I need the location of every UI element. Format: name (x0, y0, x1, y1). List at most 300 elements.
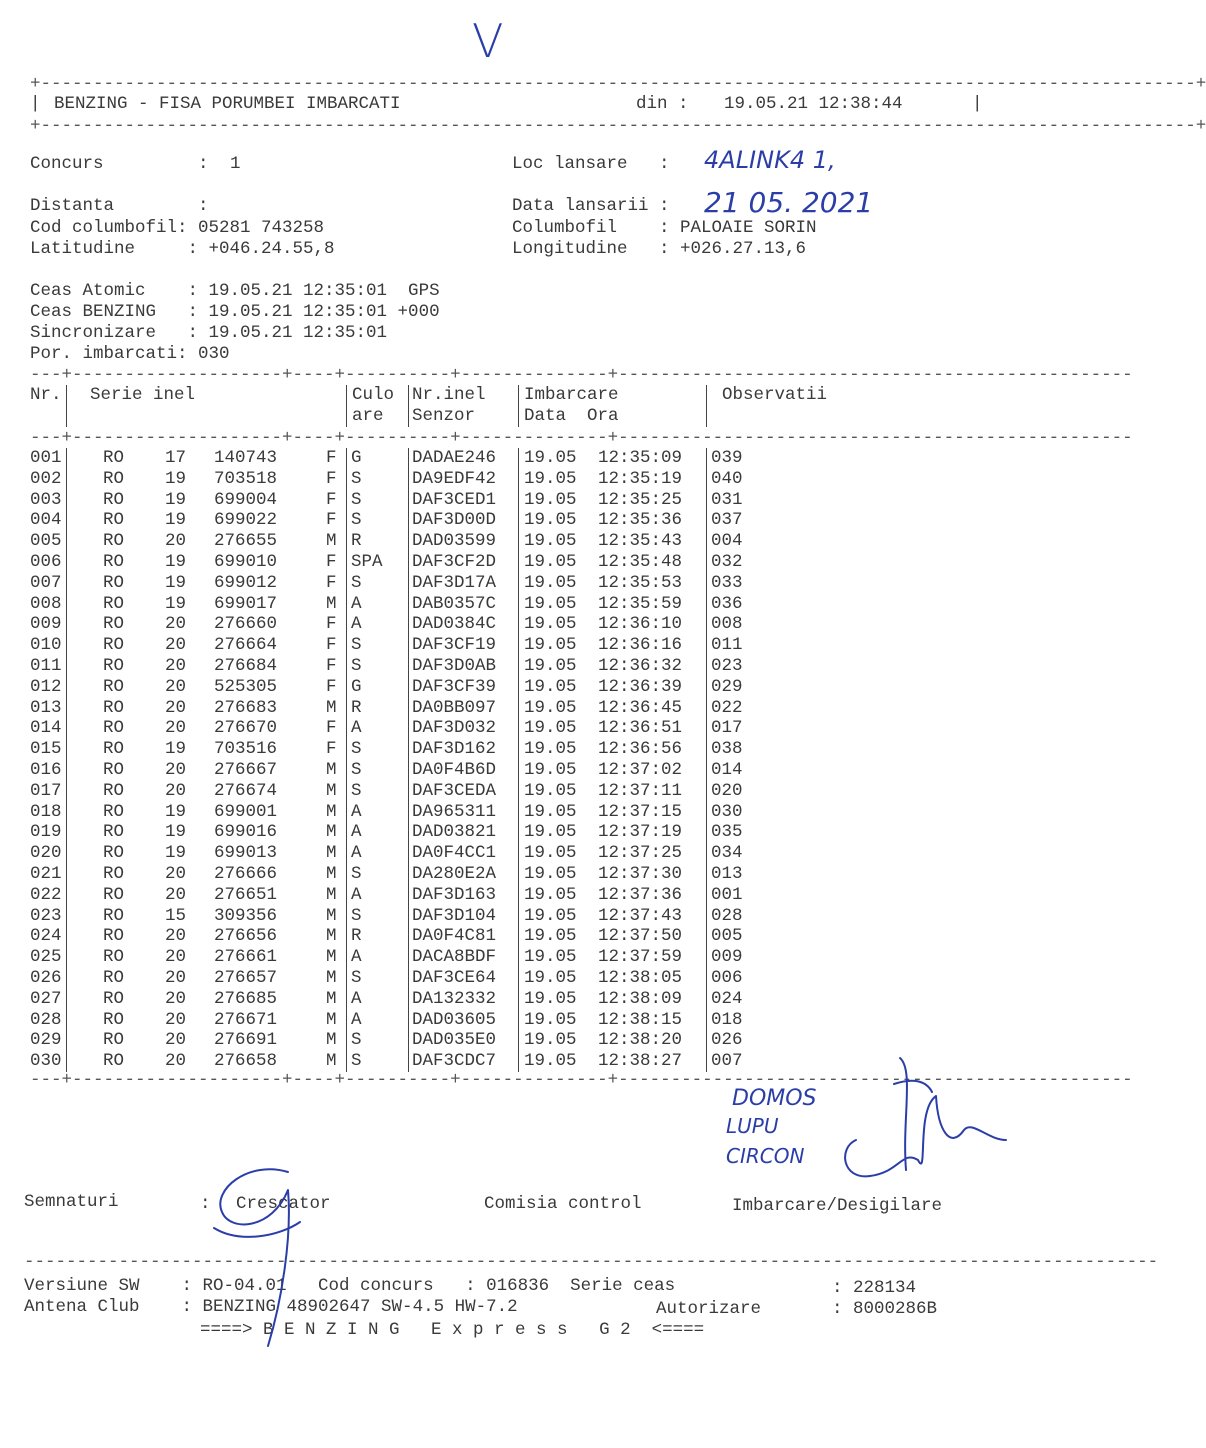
row-nr: 024 (30, 926, 62, 947)
row-date: 19.05 (524, 489, 577, 510)
row-nr: 021 (30, 863, 62, 884)
ceas-atomic: Ceas Atomic : 19.05.21 12:35:01 GPS (30, 281, 440, 301)
row-sex: M (326, 1030, 337, 1051)
row-date: 19.05 (524, 739, 577, 760)
row-observatii: 037 (711, 510, 743, 531)
row-date: 19.05 (524, 448, 577, 468)
row-color: S (351, 967, 362, 988)
row-country: RO (103, 739, 125, 760)
row-ring: 276684 (214, 655, 278, 676)
row-sensor: DAF3CEDA (412, 780, 497, 801)
row-color: A (351, 843, 362, 864)
row-sex: M (326, 531, 337, 552)
row-date: 19.05 (524, 1030, 577, 1051)
row-country: RO (103, 531, 125, 552)
concurs-label: Concurs : (30, 154, 209, 174)
row-color: S (351, 863, 362, 884)
col-header-imbarcare-1: Imbarcare (524, 385, 619, 405)
distanta-label: Distanta : (30, 196, 209, 216)
row-color: S (351, 572, 362, 593)
row-observatii: 030 (711, 801, 743, 822)
row-time: 12:35:19 (598, 468, 683, 489)
row-sex: F (326, 676, 337, 697)
imbarcare-desigilare-label: Imbarcare/Desigilare (732, 1196, 943, 1216)
row-date: 19.05 (524, 884, 577, 905)
row-sex: M (326, 697, 337, 718)
row-color: R (351, 697, 362, 718)
row-sex: F (326, 718, 337, 739)
row-time: 12:35:36 (598, 510, 683, 531)
row-country: RO (103, 510, 125, 531)
document-title: BENZING - FISA PORUMBEI IMBARCATI (54, 94, 401, 114)
row-date: 19.05 (524, 1051, 577, 1072)
row-sensor: DAF3CED1 (412, 489, 497, 510)
row-ring: 703518 (214, 468, 278, 489)
row-color: S (351, 635, 362, 656)
row-country: RO (103, 822, 125, 843)
row-date: 19.05 (524, 531, 577, 552)
row-date: 19.05 (524, 1009, 577, 1030)
row-observatii: 033 (711, 572, 743, 593)
row-year: 20 (165, 863, 187, 884)
row-country: RO (103, 1030, 125, 1051)
row-color: S (351, 905, 362, 926)
row-year: 20 (165, 780, 187, 801)
row-ring: 276691 (214, 1030, 278, 1051)
row-observatii: 006 (711, 967, 743, 988)
row-time: 12:35:25 (598, 489, 683, 510)
row-country: RO (103, 614, 125, 635)
row-country: RO (103, 780, 125, 801)
col-header-culoare-2: are (352, 406, 384, 426)
sincronizare: Sincronizare : 19.05.21 12:35:01 (30, 323, 388, 343)
concurs-value: 1 (230, 154, 241, 174)
row-sensor: DAD03605 (412, 1009, 497, 1030)
row-date: 19.05 (524, 718, 577, 739)
row-time: 12:37:25 (598, 843, 683, 864)
row-sensor: DAF3CDC7 (412, 1051, 497, 1072)
row-ring: 699022 (214, 510, 278, 531)
row-color: R (351, 531, 362, 552)
row-sex: M (326, 863, 337, 884)
row-time: 12:37:30 (598, 863, 683, 884)
row-time: 12:36:16 (598, 635, 683, 656)
row-observatii: 020 (711, 780, 743, 801)
row-country: RO (103, 967, 125, 988)
row-time: 12:37:02 (598, 759, 683, 780)
row-color: G (351, 676, 362, 697)
crescator-signature (214, 1169, 300, 1346)
porumbei-imbarcati: Por. imbarcati: 030 (30, 344, 230, 364)
row-year: 19 (165, 822, 187, 843)
row-year: 19 (165, 593, 187, 614)
row-color: SPA (351, 551, 383, 572)
row-color: A (351, 801, 362, 822)
row-ring: 699016 (214, 822, 278, 843)
row-year: 20 (165, 926, 187, 947)
header-border-left: | (30, 94, 41, 114)
row-country: RO (103, 635, 125, 656)
ceas-benzing: Ceas BENZING : 19.05.21 12:35:01 +000 (30, 302, 440, 322)
row-sex: M (326, 1051, 337, 1072)
row-country: RO (103, 863, 125, 884)
row-country: RO (103, 884, 125, 905)
row-sensor: DAF3D162 (412, 739, 497, 760)
row-nr: 030 (30, 1051, 62, 1072)
row-sensor: DAB0357C (412, 593, 497, 614)
row-sensor: DA0F4B6D (412, 759, 497, 780)
row-ring: 276656 (214, 926, 278, 947)
row-sensor: DAF3D0AB (412, 655, 497, 676)
row-ring: 276651 (214, 884, 278, 905)
handwritten-name-1: DOMOS (732, 1086, 817, 1111)
col-header-imbarcare-2: Data Ora (524, 406, 619, 426)
row-ring: 276671 (214, 1009, 278, 1030)
row-year: 19 (165, 572, 187, 593)
row-observatii: 032 (711, 551, 743, 572)
row-country: RO (103, 718, 125, 739)
row-sex: M (326, 593, 337, 614)
row-year: 20 (165, 635, 187, 656)
row-sex: F (326, 635, 337, 656)
row-country: RO (103, 759, 125, 780)
row-observatii: 026 (711, 1030, 743, 1051)
row-date: 19.05 (524, 801, 577, 822)
row-country: RO (103, 905, 125, 926)
row-sex: F (326, 572, 337, 593)
row-ring: 276657 (214, 967, 278, 988)
row-year: 19 (165, 739, 187, 760)
row-date: 19.05 (524, 926, 577, 947)
row-year: 15 (165, 905, 187, 926)
row-year: 19 (165, 843, 187, 864)
row-nr: 009 (30, 614, 62, 635)
row-sex: M (326, 822, 337, 843)
row-nr: 018 (30, 801, 62, 822)
row-ring: 699001 (214, 801, 278, 822)
autorizare-label: Autorizare (656, 1299, 762, 1319)
row-country: RO (103, 593, 125, 614)
row-observatii: 034 (711, 843, 743, 864)
row-date: 19.05 (524, 780, 577, 801)
row-sensor: DAF3CF2D (412, 551, 497, 572)
row-color: A (351, 884, 362, 905)
row-year: 20 (165, 531, 187, 552)
row-sensor: DAF3D00D (412, 510, 497, 531)
row-sensor: DAF3D104 (412, 905, 497, 926)
row-sensor: DAF3CF19 (412, 635, 497, 656)
row-nr: 027 (30, 988, 62, 1009)
row-sex: M (326, 967, 337, 988)
row-sex: M (326, 780, 337, 801)
row-nr: 010 (30, 635, 62, 656)
row-color: S (351, 1051, 362, 1072)
latitudine: Latitudine : +046.24.55,8 (30, 239, 335, 259)
row-sex: M (326, 926, 337, 947)
row-year: 19 (165, 489, 187, 510)
row-date: 19.05 (524, 822, 577, 843)
row-sensor: DAF3D163 (412, 884, 497, 905)
row-sex: F (326, 489, 337, 510)
row-observatii: 008 (711, 614, 743, 635)
row-color: G (351, 448, 362, 468)
row-color: S (351, 510, 362, 531)
row-sex: F (326, 510, 337, 531)
row-date: 19.05 (524, 572, 577, 593)
row-time: 12:36:56 (598, 739, 683, 760)
col-header-culoare-1: Culo (352, 385, 395, 405)
row-year: 20 (165, 967, 187, 988)
row-sex: M (326, 843, 337, 864)
row-date: 19.05 (524, 676, 577, 697)
row-observatii: 036 (711, 593, 743, 614)
row-ring: 699012 (214, 572, 278, 593)
row-color: A (351, 593, 362, 614)
row-color: A (351, 1009, 362, 1030)
document-date-label: din : (636, 94, 689, 114)
row-color: R (351, 926, 362, 947)
row-sex: M (326, 759, 337, 780)
row-time: 12:37:59 (598, 947, 683, 968)
row-nr: 023 (30, 905, 62, 926)
antena-club: Antena Club : BENZING 48902647 SW-4.5 HW-7.2 (24, 1297, 518, 1317)
row-sex: M (326, 801, 337, 822)
table-bottom-rule: ---+--------------------+----+----------+--------------+------------------------------------------------- (30, 1070, 1133, 1090)
row-color: A (351, 614, 362, 635)
row-observatii: 023 (711, 655, 743, 676)
row-sex: M (326, 884, 337, 905)
row-year: 20 (165, 697, 187, 718)
data-lansarii-handwritten: 21 05. 2021 (704, 186, 874, 219)
row-color: A (351, 822, 362, 843)
row-nr: 025 (30, 947, 62, 968)
row-time: 12:36:45 (598, 697, 683, 718)
col-header-observatii: Observatii (722, 385, 828, 405)
row-nr: 013 (30, 697, 62, 718)
row-year: 19 (165, 510, 187, 531)
row-sensor: DADAE246 (412, 448, 497, 468)
row-nr: 007 (30, 572, 62, 593)
col-header-nrinel-1: Nr.inel (412, 385, 486, 405)
row-country: RO (103, 801, 125, 822)
row-ring: 276674 (214, 780, 278, 801)
row-date: 19.05 (524, 988, 577, 1009)
row-sensor: DAF3CE64 (412, 967, 497, 988)
row-time: 12:36:32 (598, 655, 683, 676)
serie-ceas-value: : 228134 (832, 1278, 917, 1298)
row-color: S (351, 739, 362, 760)
row-year: 19 (165, 801, 187, 822)
autorizare-value: : 8000286B (832, 1299, 938, 1319)
row-country: RO (103, 697, 125, 718)
row-time: 12:35:09 (598, 448, 683, 468)
row-ring: 309356 (214, 905, 278, 926)
row-sensor: DAD0384C (412, 614, 497, 635)
row-nr: 011 (30, 655, 62, 676)
row-date: 19.05 (524, 635, 577, 656)
row-color: S (351, 468, 362, 489)
row-time: 12:37:15 (598, 801, 683, 822)
row-sensor: DA965311 (412, 801, 497, 822)
row-observatii: 031 (711, 489, 743, 510)
row-year: 20 (165, 676, 187, 697)
loc-lansare-label: Loc lansare : (512, 154, 670, 174)
col-header-nr: Nr. (30, 385, 62, 405)
row-time: 12:37:43 (598, 905, 683, 926)
row-observatii: 018 (711, 1009, 743, 1030)
row-sensor: DA280E2A (412, 863, 497, 884)
row-date: 19.05 (524, 843, 577, 864)
row-nr: 006 (30, 551, 62, 572)
row-ring: 703516 (214, 739, 278, 760)
row-nr: 001 (30, 448, 62, 468)
row-country: RO (103, 468, 125, 489)
row-ring: 276660 (214, 614, 278, 635)
columbofil: Columbofil : PALOAIE SORIN (512, 218, 817, 238)
row-ring: 276685 (214, 988, 278, 1009)
row-year: 17 (165, 448, 187, 468)
row-country: RO (103, 1009, 125, 1030)
row-nr: 012 (30, 676, 62, 697)
row-country: RO (103, 655, 125, 676)
row-country: RO (103, 947, 125, 968)
row-sex: M (326, 947, 337, 968)
table-top-rule: ---+--------------------+----+----------+--------------+------------------------------------------------- (30, 365, 1133, 385)
row-nr: 016 (30, 759, 62, 780)
header-border-top: +--------------------------------------------------------------------------------------------------------------+ (30, 74, 1206, 94)
row-observatii: 005 (711, 926, 743, 947)
row-time: 12:37:36 (598, 884, 683, 905)
col-header-serie: Serie inel (90, 385, 196, 405)
row-time: 12:38:05 (598, 967, 683, 988)
row-sex: F (326, 739, 337, 760)
row-observatii: 024 (711, 988, 743, 1009)
row-year: 20 (165, 718, 187, 739)
row-sex: M (326, 1009, 337, 1030)
row-country: RO (103, 843, 125, 864)
row-ring: 276666 (214, 863, 278, 884)
row-ring: 140743 (214, 448, 278, 468)
row-observatii: 035 (711, 822, 743, 843)
row-year: 20 (165, 655, 187, 676)
row-date: 19.05 (524, 863, 577, 884)
row-sensor: DA132332 (412, 988, 497, 1009)
row-sensor: DAD03599 (412, 531, 497, 552)
row-color: S (351, 759, 362, 780)
row-observatii: 011 (711, 635, 743, 656)
row-year: 20 (165, 884, 187, 905)
cod-columbofil: Cod columbofil: 05281 743258 (30, 218, 325, 238)
table-header-rule: ---+--------------------+----+----------+--------------+------------------------------------------------- (30, 428, 1133, 448)
header-border-right: | (972, 94, 983, 114)
row-sensor: DACA8BDF (412, 947, 497, 968)
row-country: RO (103, 489, 125, 510)
row-country: RO (103, 572, 125, 593)
row-color: S (351, 780, 362, 801)
row-nr: 026 (30, 967, 62, 988)
row-observatii: 004 (711, 531, 743, 552)
row-observatii: 029 (711, 676, 743, 697)
row-date: 19.05 (524, 468, 577, 489)
row-time: 12:38:20 (598, 1030, 683, 1051)
row-observatii: 028 (711, 905, 743, 926)
row-sex: F (326, 551, 337, 572)
row-sensor: DAD035E0 (412, 1030, 497, 1051)
row-ring: 699013 (214, 843, 278, 864)
row-observatii: 001 (711, 884, 743, 905)
row-year: 20 (165, 1009, 187, 1030)
row-nr: 015 (30, 739, 62, 760)
row-date: 19.05 (524, 947, 577, 968)
row-sensor: DA0BB097 (412, 697, 497, 718)
row-nr: 019 (30, 822, 62, 843)
row-year: 19 (165, 468, 187, 489)
row-country: RO (103, 926, 125, 947)
row-sensor: DAF3D032 (412, 718, 497, 739)
row-ring: 699010 (214, 551, 278, 572)
row-sex: F (326, 655, 337, 676)
row-sensor: DAF3CF39 (412, 676, 497, 697)
row-year: 20 (165, 988, 187, 1009)
row-sensor: DA0F4C81 (412, 926, 497, 947)
crescator-label: Crescator (236, 1194, 331, 1214)
row-year: 20 (165, 1030, 187, 1051)
row-time: 12:35:48 (598, 551, 683, 572)
row-sex: F (326, 468, 337, 489)
row-date: 19.05 (524, 967, 577, 988)
row-color: S (351, 1030, 362, 1051)
row-ring: 525305 (214, 676, 278, 697)
row-year: 20 (165, 947, 187, 968)
row-date: 19.05 (524, 759, 577, 780)
comisia-control-label: Comisia control (484, 1194, 642, 1214)
row-date: 19.05 (524, 655, 577, 676)
header-border-bottom: +--------------------------------------------------------------------------------------------------------------+ (30, 116, 1206, 136)
versiune-sw: Versiune SW : RO-04.01 Cod concurs : 016836 Serie ceas (24, 1276, 676, 1296)
document-date: 19.05.21 12:38:44 (724, 94, 903, 114)
row-time: 12:35:43 (598, 531, 683, 552)
row-nr: 020 (30, 843, 62, 864)
row-time: 12:35:59 (598, 593, 683, 614)
row-nr: 002 (30, 468, 62, 489)
col-header-nrinel-2: Senzor (412, 406, 476, 426)
row-ring: 699004 (214, 489, 278, 510)
row-time: 12:36:10 (598, 614, 683, 635)
row-ring: 276655 (214, 531, 278, 552)
row-observatii: 009 (711, 947, 743, 968)
row-time: 12:38:09 (598, 988, 683, 1009)
row-color: A (351, 947, 362, 968)
row-sensor: DAD03821 (412, 822, 497, 843)
row-nr: 008 (30, 593, 62, 614)
row-observatii: 013 (711, 863, 743, 884)
row-year: 20 (165, 614, 187, 635)
row-sex: F (326, 614, 337, 635)
row-date: 19.05 (524, 593, 577, 614)
row-sex: M (326, 988, 337, 1009)
row-year: 20 (165, 759, 187, 780)
row-ring: 276658 (214, 1051, 278, 1072)
row-nr: 005 (30, 531, 62, 552)
handwritten-name-3: CIRCON (726, 1144, 805, 1168)
row-date: 19.05 (524, 614, 577, 635)
row-time: 12:38:27 (598, 1051, 683, 1072)
row-ring: 699017 (214, 593, 278, 614)
row-country: RO (103, 676, 125, 697)
row-country: RO (103, 551, 125, 572)
row-observatii: 040 (711, 468, 743, 489)
row-country: RO (103, 448, 125, 468)
